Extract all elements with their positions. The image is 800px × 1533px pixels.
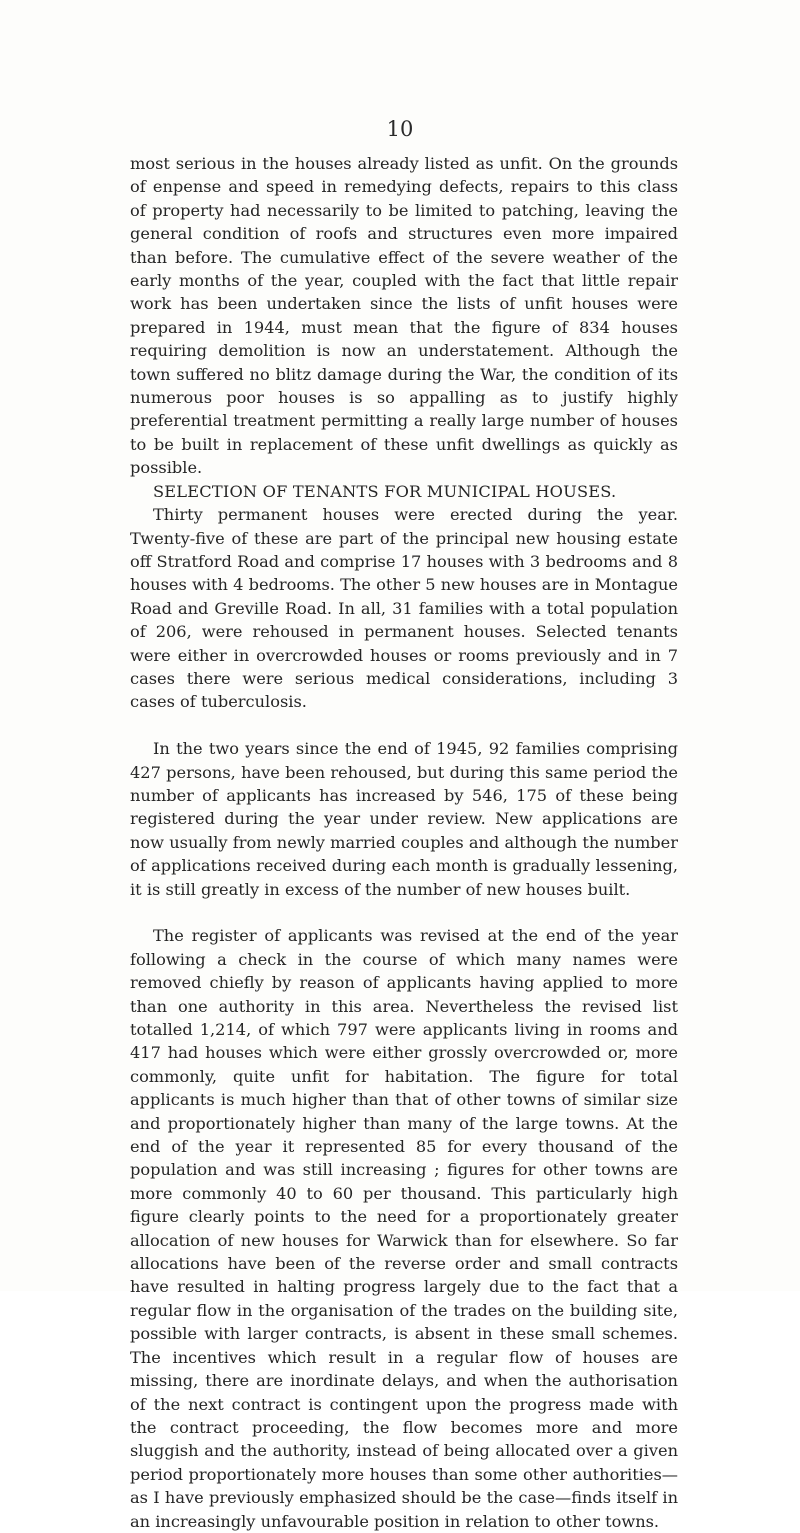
body-text bbox=[130, 152, 678, 1533]
page-number: 10 bbox=[386, 117, 414, 141]
section-heading: SELECTION OF TENANTS FOR MUNICIPAL HOUSES. bbox=[153, 481, 617, 501]
paragraph-rehoused-families: In the two years since the end of 1945, 92 families comprising 427 persons, have been rehoused, but during this same period the number of applicants has increased by 546, 175 of these being registered during the year under review. New applications are now usually from newly married couples and although the number of applications received during each month is gradually lessening, it is still greatly in excess of the number of new houses built. bbox=[130, 739, 678, 899]
paragraph-register-of-applicants: The register of applicants was revised at the end of the year following a check in the course of which many names were removed chiefly by reason of applicants having applied to more than one authority in this area. Nevertheless the revised list totalled 1,214, of which 797 were applicants living in rooms and 417 had houses which were either grossly overcrowded or, more commonly, quite unfit for habitation. The figure for total applicants is much higher than that of other towns of similar size and proportionately higher than many of the large towns. At the end of the year it represented 85 for every thousand of the population and was still increasing ; figures for other towns are more commonly 40 to 60 per thousand. This particularly high figure clearly points to the need for a proportionately greater allocation of new houses for Warwick than for elsewhere. So far allocations have been of the reverse order and small contracts have resulted in halting progress largely due to the fact that a regular flow in the organisation of the trades on the building site, possible with larger contracts, is absent in these small schemes. The incentives which result in a regular flow of houses are missing, there are inordinate delays, and when the authorisation of the next contract is contingent upon the progress made with the contract proceeding, the flow becomes more and more sluggish and the authority, instead of being allocated over a given period proportionately more houses than some other authorities—as I have previously emphasized should be the case—finds itself in an increasingly unfavourable position in relation to other towns. bbox=[130, 926, 678, 1531]
paragraph-permanent-houses: Thirty permanent houses were erected during the year. Twenty-five of these are part of the principal new housing estate off Stratford Road and comprise 17 houses with 3 bedrooms and 8 houses with 4 bedrooms. The other 5 new houses are in Montague Road and Greville Road. In all, 31 families with a total population of 206, were rehoused in permanent houses. Selected tenants were either in overcrowded houses or rooms previously and in 7 cases there were serious medical considerations, including 3 cases of tuberculosis. bbox=[130, 505, 678, 712]
paragraph-continuation: most serious in the houses already listed as unfit. On the grounds of enpense and speed in remedying defects, repairs to this class of property had necessarily to be limited to patching, leaving the general condition of roofs and structures even more impaired than before. The cumulative effect of the severe weather of the early months of the year, coupled with the fact that little repair work has been undertaken since the lists of unfit houses were prepared in 1944, must mean that the figure of 834 houses requiring demolition is now an understatement. Although the town suffered no blitz damage during the War, the condition of its numerous poor houses is so appalling as to justify highly preferential treatment permitting a really large number of houses to be built in replacement of these unfit dwellings as quickly as possible. bbox=[130, 154, 678, 478]
